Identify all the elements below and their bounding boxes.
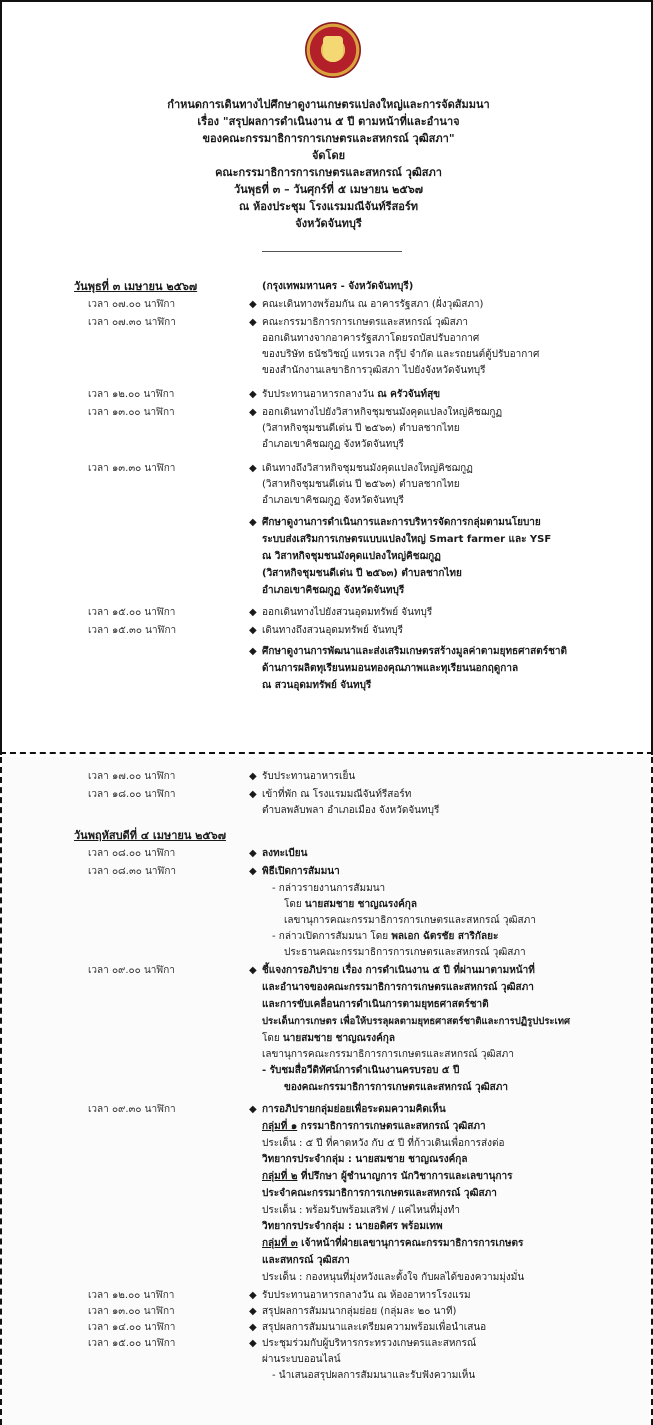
agenda-item: เดินทางถึงสวนอุดมทรัพย์ จันทบุรี [262, 625, 404, 636]
bullet-icon: ◆ [249, 317, 257, 328]
agenda-item: อำเภอเขาคิชฌกูฏ จังหวัดจันทบุรี [262, 585, 405, 596]
agenda-item: (วิสาหกิจชุมชนดีเด่น ปี ๒๕๖๓) ตำบลชากไทย [262, 423, 460, 434]
speaker-name: พลเอก ฉัตรชัย สาริกัลยะ [391, 931, 499, 942]
bullet-icon: ◆ [249, 1306, 257, 1317]
agenda-item: สรุปผลการสัมมนาและเตรียมความพร้อมเพื่อนำเสนอ [262, 1322, 487, 1333]
header-line: จัดโดย [311, 149, 346, 162]
time-label: เวลา ๐๗.๐๐ นาฬิกา [88, 299, 176, 310]
page-break-divider [0, 752, 653, 754]
time-label: เวลา ๑๕.๐๐ นาฬิกา [88, 607, 176, 618]
agenda-item: ลงทะเบียน [262, 848, 308, 859]
agenda-item: ศึกษาดูงานการพัฒนาและส่งเสริมเกษตรสร้างมูลค่าตามยุทธศาสตร์ชาติ [262, 646, 567, 657]
bullet-icon: ◆ [249, 646, 257, 657]
header-line: ของคณะกรรมาธิการการเกษตรและสหกรณ์ วุฒิสภา" [202, 132, 455, 145]
agenda-item: อำเภอเขาคิชฌกูฏ จังหวัดจันทบุรี [262, 495, 404, 506]
agenda-text: - กล่าวเปิดการสัมมนา โดย [272, 931, 392, 942]
venue-name: ณ ครัวจันท์สุข [377, 389, 441, 400]
bullet-icon: ◆ [249, 517, 257, 528]
header-line: เรื่อง "สรุปผลการดำเนินงาน ๕ ปี ตามหน้าที่และอำนาจ [197, 115, 460, 128]
agenda-subitem: เลขานุการคณะกรรมาธิการการเกษตรและสหกรณ์ วุฒิสภา [284, 915, 536, 926]
agenda-item [262, 388, 440, 402]
bullet-icon: ◆ [249, 299, 257, 310]
agenda-item: ศึกษาดูงานการดำเนินการและการบริหารจัดการกลุ่มตามนโยบาย [262, 517, 541, 528]
group-label: กลุ่มที่ ๒ [262, 1171, 298, 1182]
bullet-icon: ◆ [249, 789, 257, 800]
agenda-item: (วิสาหกิจชุมชนดีเด่น ปี ๒๕๖๓) ตำบลชากไทย [262, 568, 462, 579]
agenda-subitem: - กล่าวรายงานการสัมมนา [272, 883, 386, 894]
bullet-icon: ◆ [249, 771, 257, 782]
header-line: จังหวัดจันทบุรี [295, 217, 362, 230]
group-topic: ประเด็น : ๕ ปี ที่คาดหวัง กับ ๕ ปี ที่ก้าวเดินเพื่อการส่งต่อ [262, 1138, 505, 1149]
agenda-item: ตำบลพลับพลา อำเภอเมือง จังหวัดจันทบุรี [262, 805, 440, 816]
agenda-subitem: ประธานคณะกรรมาธิการการเกษตรและสหกรณ์ วุฒิสภา [284, 947, 526, 958]
time-label: เวลา ๑๒.๐๐ นาฬิกา [88, 389, 175, 400]
agenda-item: ณ สวนอุดมทรัพย์ จันทบุรี [262, 680, 372, 691]
agenda-item: เลขานุการคณะกรรมาธิการการเกษตรและสหกรณ์ วุฒิสภา [262, 1049, 514, 1060]
agenda-item: (วิสาหกิจชุมชนดีเด่น ปี ๒๕๖๓) ตำบลชากไทย [262, 479, 460, 490]
agenda-item: ประเด็นการเกษตร เพื่อให้บรรลุผลตามยุทธศาสตร์ชาติและการปฏิรูปประเทศ [262, 1016, 571, 1027]
agenda-item: ออกเดินทางจากอาคารรัฐสภาโดยรถบัสปรับอากาศ [262, 333, 480, 344]
agenda-item: ชี้แจงการอภิปราย เรื่อง การดำเนินงาน ๕ ปี ที่ผ่านมาตามหน้าที่ [262, 965, 535, 976]
agenda-item: เดินทางถึงวิสาหกิจชุมชนมังคุดแปลงใหญ่คิชฌกูฏ [262, 463, 473, 474]
agenda-item: ออกเดินทางไปยังวิสาหกิจชุมชนมังคุดแปลงใหญ่คิชฌกูฏ [262, 407, 503, 418]
agenda-item: คณะกรรมาธิการการเกษตรและสหกรณ์ วุฒิสภา [262, 317, 468, 328]
bullet-icon: ◆ [249, 1322, 257, 1333]
time-label: เวลา ๑๔.๐๐ นาฬิกา [88, 1322, 176, 1333]
bullet-icon: ◆ [249, 965, 257, 976]
agenda-item: - รับชมสื่อวีดิทัศน์การดำเนินงานครบรอบ ๕ ปี [262, 1065, 460, 1076]
time-label: เวลา ๑๕.๐๐ นาฬิกา [88, 1338, 176, 1349]
agenda-text: โดย [284, 899, 305, 910]
bullet-icon: ◆ [249, 1338, 257, 1349]
agenda-item: ระบบส่งเสริมการเกษตรแบบแปลงใหญ่ Smart farmer และ YSF [262, 534, 552, 545]
parliament-seal-logo [305, 22, 361, 78]
day-heading: วันพุธที่ ๓ เมษายน ๒๕๖๗ [74, 280, 198, 293]
group-item [262, 1120, 486, 1134]
agenda-item: ผ่านระบบออนไลน์ [262, 1354, 341, 1365]
agenda-item: ของคณะกรรมาธิการการเกษตรและสหกรณ์ วุฒิสภา [284, 1082, 508, 1093]
agenda-text: รับประทานอาหารกลางวัน [262, 389, 378, 400]
group-item [262, 1237, 523, 1251]
time-label: เวลา ๐๙.๓๐ นาฬิกา [88, 1104, 176, 1115]
agenda-item: คณะเดินทางพร้อมกัน ณ อาคารรัฐสภา (ฝั่งวุฒิสภา) [262, 299, 484, 310]
header-line: ณ ห้องประชุม โรงแรมมณีจันท์รีสอร์ท [238, 200, 419, 213]
time-label: เวลา ๑๘.๐๐ นาฬิกา [88, 789, 176, 800]
day-heading: วันพฤหัสบดีที่ ๔ เมษายน ๒๕๖๗ [74, 829, 226, 842]
time-label: เวลา ๑๕.๓๐ นาฬิกา [88, 625, 177, 636]
header-line: คณะกรรมาธิการการเกษตรและสหกรณ์ วุฒิสภา [215, 166, 442, 179]
group-speaker: วิทยากรประจำกลุ่ม : นายสมชาย ชาญณรงค์กุล [262, 1154, 468, 1165]
agenda-subitem: - นำเสนอสรุปผลการสัมมนาและรับฟังความเห็น [272, 1370, 476, 1381]
agenda-subitem [272, 930, 498, 944]
agenda-item [262, 1032, 395, 1046]
time-label: เวลา ๑๗.๐๐ นาฬิกา [88, 771, 176, 782]
time-label: เวลา ๐๘.๐๐ นาฬิกา [88, 848, 176, 859]
group-topic: ประเด็น : พร้อมรับพร้อมเสริฟ / แค่ไหนที่มุ่งทำ [262, 1205, 460, 1216]
agenda-item: การอภิปรายกลุ่มย่อยเพื่อระดมความคิดเห็น [262, 1104, 446, 1115]
bullet-icon: ◆ [249, 407, 257, 418]
group-label: กลุ่มที่ ๑ [262, 1121, 298, 1132]
bullet-icon: ◆ [249, 866, 257, 877]
agenda-item: พิธีเปิดการสัมมนา [262, 866, 340, 877]
agenda-item: รับประทานอาหารกลางวัน ณ ห้องอาหารโรงแรม [262, 1290, 471, 1301]
speaker-name: นายสมชาย ชาญณรงค์กุล [282, 1033, 395, 1044]
speaker-name: นายสมชาย ชาญณรงค์กุล [304, 899, 417, 910]
group-item: และสหกรณ์ วุฒิสภา [262, 1255, 350, 1266]
agenda-item: สรุปผลการสัมมนากลุ่มย่อย (กลุ่มละ ๒๐ นาที) [262, 1306, 457, 1317]
bullet-icon: ◆ [249, 389, 257, 400]
agenda-item: ประชุมร่วมกับผู้บริหารกระทรวงเกษตรและสหกรณ์ [262, 1338, 477, 1349]
bullet-icon: ◆ [249, 625, 257, 636]
group-text: เจ้าหน้าที่ฝ่ายเลขานุการคณะกรรมาธิการการเกษตร [297, 1238, 524, 1249]
agenda-text: โดย [262, 1033, 283, 1044]
group-label: กลุ่มที่ ๓ [262, 1238, 298, 1249]
bullet-icon: ◆ [249, 607, 257, 618]
agenda-item: และอำนาจของคณะกรรมาธิการการเกษตรและสหกรณ์ วุฒิสภา [262, 982, 534, 993]
route-label: (กรุงเทพมหานคร - จังหวัดจันทบุรี) [262, 281, 414, 292]
agenda-item: รับประทานอาหารเย็น [262, 771, 356, 782]
group-speaker: วิทยากรประจำกลุ่ม : นายอดิศร พร้อมเทพ [262, 1221, 443, 1232]
group-item: ประจำคณะกรรมาธิการการเกษตรและสหกรณ์ วุฒิสภา [262, 1188, 497, 1199]
header-line: กำหนดการเดินทางไปศึกษาดูงานเกษตรแปลงใหญ่และการจัดสัมมนา [167, 98, 490, 111]
time-label: เวลา ๑๒.๐๐ นาฬิกา [88, 1290, 175, 1301]
time-label: เวลา ๐๗.๓๐ นาฬิกา [88, 317, 176, 328]
group-topic: ประเด็น : กองหนุนที่มุ่งหวังและตั้งใจ กับผลได้ของความมุ่งมั่น [262, 1272, 525, 1283]
agenda-item: ณ วิสาหกิจชุมชนมังคุดแปลงใหญ่คิชฌกูฏ [262, 551, 441, 562]
agenda-item: และการขับเคลื่อนการดำเนินการตามยุทธศาสตร์ชาติ [262, 999, 489, 1010]
agenda-item: เข้าที่พัก ณ โรงแรมมณีจันท์รีสอร์ท [262, 789, 412, 800]
time-label: เวลา ๐๙.๐๐ นาฬิกา [88, 965, 175, 976]
bullet-icon: ◆ [249, 848, 257, 859]
time-label: เวลา ๑๓.๐๐ นาฬิกา [88, 407, 175, 418]
group-item [262, 1170, 513, 1184]
time-label: เวลา ๑๓.๓๐ นาฬิกา [88, 463, 176, 474]
agenda-item: ของสำนักงานเลขาธิการวุฒิสภา ไปยังจังหวัดจันทบุรี [262, 365, 486, 376]
time-label: เวลา ๑๓.๐๐ นาฬิกา [88, 1306, 175, 1317]
header-line: วันพุธที่ ๓ – วันศุกร์ที่ ๕ เมษายน ๒๕๖๗ [234, 183, 423, 196]
group-text: กรรมาธิการการเกษตรและสหกรณ์ วุฒิสภา [297, 1121, 486, 1132]
bullet-icon: ◆ [249, 463, 257, 474]
agenda-item: ออกเดินทางไปยังสวนอุดมทรัพย์ จันทบุรี [262, 607, 433, 618]
header-divider [262, 251, 402, 252]
agenda-item: อำเภอเขาคิชฌกูฏ จังหวัดจันทบุรี [262, 439, 404, 450]
bullet-icon: ◆ [249, 1104, 257, 1115]
document-page-2 [0, 757, 653, 1425]
agenda-item: ของบริษัท ธนัชวิชญ์ แทรเวล กรุ๊ป จำกัด และรถยนต์ตู้ปรับอากาศ [262, 349, 540, 360]
agenda-subitem [284, 898, 417, 912]
group-text: ที่ปรึกษา ผู้ชำนาญการ นักวิชาการและเลขานุการ [297, 1171, 513, 1182]
bullet-icon: ◆ [249, 1290, 257, 1301]
time-label: เวลา ๐๘.๓๐ นาฬิกา [88, 866, 177, 877]
agenda-item: ด้านการผลิตทุเรียนหมอนทองคุณภาพและทุเรียนนอกฤดูกาล [262, 663, 519, 674]
